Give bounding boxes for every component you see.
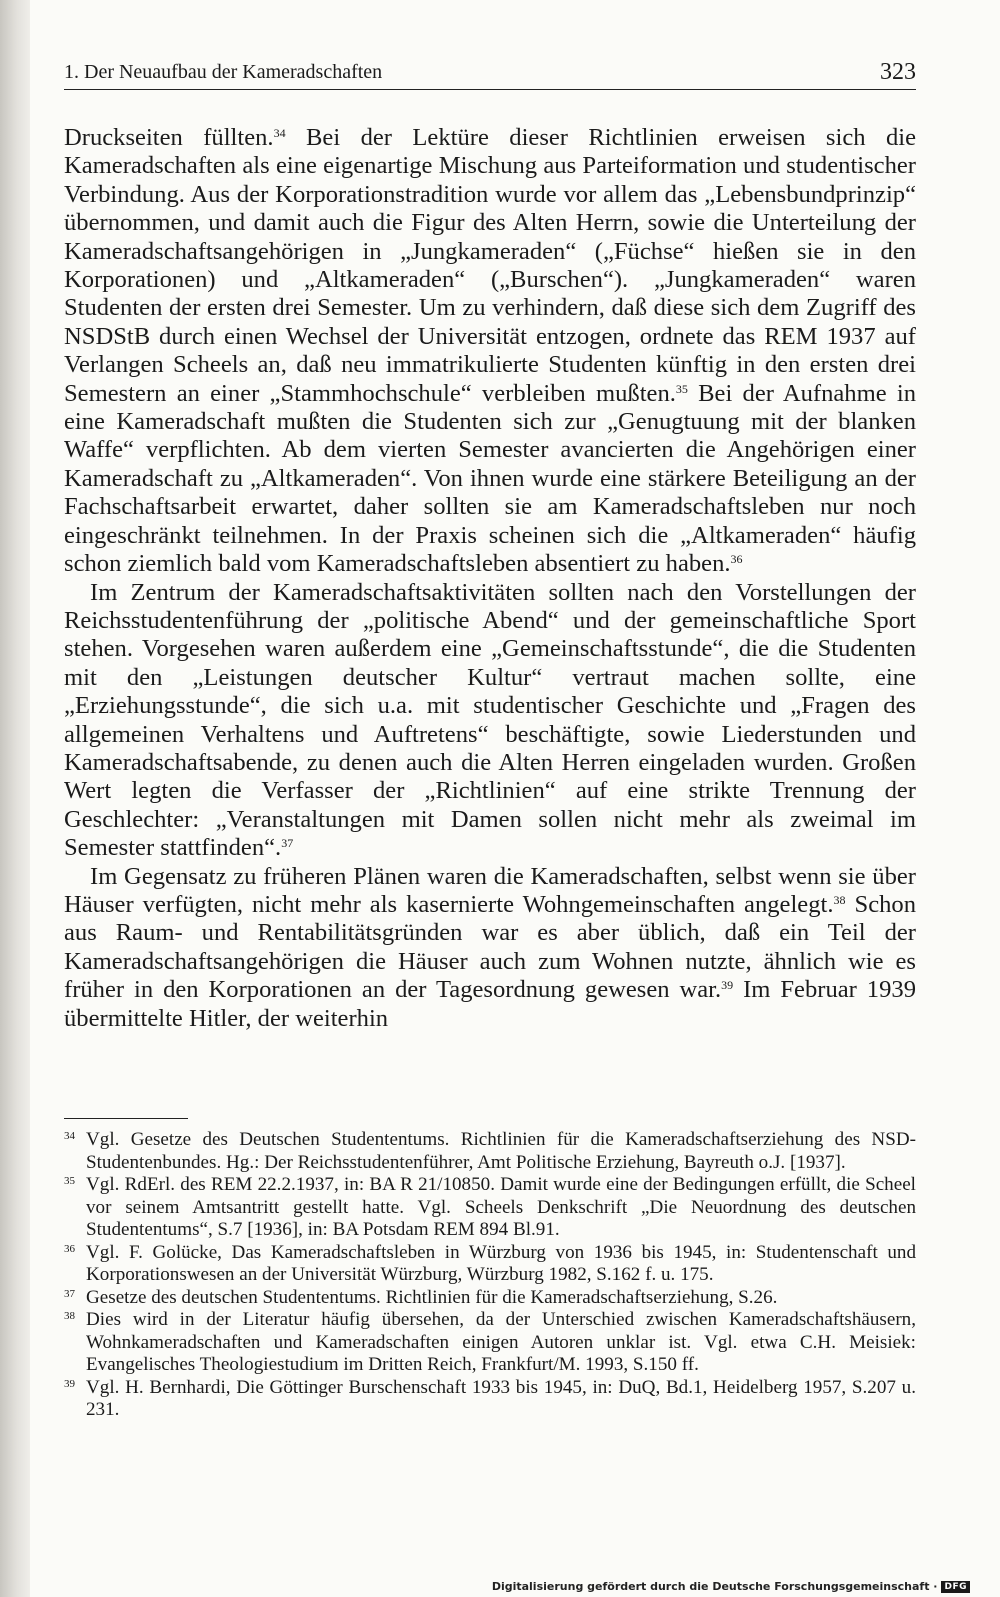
- main-text: [64, 124, 916, 1033]
- text-run: Im Gegensatz zu früheren Plänen waren die Kameradschaften, selbst wenn sie über Häuser verfügten, nicht mehr als kasernierte Wohngemeinschaften angelegt.: [64, 862, 916, 918]
- footnote-text: Vgl. Gesetze des Deutschen Studententums. Richtlinien für die Kameradschaftserziehung des NSD-Studentenbundes. Hg.: Der Reichsstudentenführer, Amt Politische Erziehung, Bayreuth o.J. [1937].: [86, 1129, 916, 1173]
- footnote-number: 35: [64, 1175, 75, 1187]
- book-page: [30, 0, 1000, 1597]
- body-paragraph: [64, 863, 916, 1033]
- text-run: Bei der Aufnahme in eine Kameradschaft mußten die Studenten sich zur „Genugtuung mit der blanken Waffe“ verpflichten. Ab dem vierten Semester avancierten die Angehörigen einer Kameradschaft zu „Altkameraden“. Von ihnen wurde eine stärkere Beteiligung an der Fachschaftsarbeit erwartet, daher sollten sie am Kameradschaftsleben nur noch eingeschränkt teilnehmen. In der Praxis scheinen sich die „Altkameraden“ häufig schon ziemlich bald vom Kameradschaftsleben absentiert zu haben.: [64, 379, 916, 578]
- footnote-text: Dies wird in der Literatur häufig übersehen, da der Unterschied zwischen Kameradschaftshäusern, Wohnkameradschaften und Kameradschaften einigen Autoren unklar ist. Vgl. etwa C.H. Meisiek: Evangelisches Theologiestudium im Dritten Reich, Frankfurt/M. 1993, S.150 ff.: [86, 1309, 916, 1375]
- footnote-number: 34: [64, 1130, 75, 1142]
- footnote: [64, 1129, 916, 1174]
- footnote-number: 38: [64, 1310, 75, 1322]
- footnote: [64, 1377, 916, 1422]
- text-run: Im Zentrum der Kameradschaftsaktivitäten sollten nach den Vorstellungen der Reichsstudentenführung der „politische Abend“ und der gemeinschaftliche Sport stehen. Vorgesehen waren außerdem eine „Gemeinschaftsstunde“, die die Studenten mit den „Leistungen deutscher Kultur“ vertraut machen sollte, eine „Erziehungsstunde“, die sich u.a. mit studentischer Geschichte und „Fragen des allgemeinen Verhaltens und Auftretens“ beschäftigte, sowie Liederstunden und Kameradschaftsabende, zu denen auch die Alten Herren eingeladen wurden. Großen Wert legten die Verfasser der „Richtlinien“ auf eine strikte Trennung der Geschlechter: „Veranstaltungen mit Damen sollen nicht mehr als zweimal im Semester stattfinden“.: [64, 578, 916, 862]
- footnote-separator: [64, 1118, 188, 1119]
- page-gutter-shadow: [0, 0, 34, 1597]
- chapter-title: 1. Der Neuaufbau der Kameradschaften: [64, 61, 383, 83]
- footnote: [64, 1287, 916, 1310]
- footnote-text: Vgl. RdErl. des REM 22.2.1937, in: BA R 21/10850. Damit wurde eine der Bedingungen erfüllt, die Scheel vor seinem Amtsantritt gestellt hatte. Vgl. Scheels Denkschrift „Die Neuordnung des deutschen Studententums“, S.7 [1936], in: BA Potsdam REM 894 Bl.91.: [86, 1174, 916, 1240]
- footnote-text: Vgl. F. Golücke, Das Kameradschaftsleben in Würzburg von 1936 bis 1945, in: Studentenschaft und Korporationswesen an der Universität Würzburg, Würzburg 1982, S.162 f. u. 175.: [86, 1241, 916, 1285]
- body-paragraph: [64, 124, 916, 579]
- footnote: [64, 1309, 916, 1377]
- text-run: Schon aus Raum- und Rentabilitätsgründen war es aber üblich, daß ein Teil der Kameradschaftsangehörigen die Häuser auch zum Wohnen nutzte, ähnlich wie es früher in den Korporationen an der Tagesordnung gewesen war.: [64, 890, 916, 1004]
- footnote-reference: 37: [281, 836, 294, 851]
- page-number: 323: [880, 59, 916, 85]
- body-paragraph: [64, 579, 916, 863]
- footnote-reference: 35: [675, 381, 688, 396]
- digitization-credit: [492, 1580, 970, 1593]
- text-run: Im Februar 1939 übermittelte Hitler, der weiterhin: [64, 976, 916, 1032]
- footnote-reference: 34: [273, 126, 286, 140]
- footnote-reference: 38: [833, 892, 846, 907]
- header-rule: [64, 89, 916, 90]
- footnote-reference: 39: [721, 978, 734, 993]
- footnote-number: 36: [64, 1242, 75, 1255]
- running-header: [64, 56, 916, 90]
- dfg-logo: DFG: [941, 1581, 970, 1593]
- footnote: [64, 1242, 916, 1287]
- footnote-reference: 36: [730, 552, 743, 567]
- text-run: Druckseiten füllten.: [64, 124, 274, 151]
- credit-text: Digitalisierung gefördert durch die Deutsche Forschungsgemeinschaft ·: [491, 1580, 938, 1593]
- footnote-text: Gesetze des deutschen Studententums. Richtlinien für die Kameradschaftserziehung, S.26.: [86, 1286, 778, 1308]
- footnotes: [64, 1129, 916, 1422]
- footnote-number: 39: [64, 1377, 75, 1390]
- text-run: Bei der Lektüre dieser Richtlinien erweisen sich die Kameradschaften als eine eigenartige Mischung aus Parteiformation und studentischer Verbindung. Aus der Korporationstradition wurde vor allem das „Lebensbundprinzip“ übernommen, und damit auch die Figur des Alten Herrn, sowie die Unterteilung der Kameradschaftsangehörigen in „Jungkameraden“ („Füchse“ hießen sie in den Korporationen) und „Altkameraden“ („Burschen“). „Jungkameraden“ waren Studenten der ersten drei Semester. Um zu verhindern, daß diese sich dem Zugriff des NSDStB durch einen Wechsel der Universität entzogen, ordnete das REM 1937 auf Verlangen Scheels an, daß neu immatrikulierte Studenten künftig in den ersten drei Semestern an einer „Stammhochschule“ verbleiben mußten.: [64, 124, 916, 407]
- footnote-text: Vgl. H. Bernhardi, Die Göttinger Burschenschaft 1933 bis 1945, in: DuQ, Bd.1, Heidelberg 1957, S.207 u. 231.: [86, 1376, 916, 1420]
- footnote-number: 37: [64, 1287, 75, 1300]
- footnote: [64, 1174, 916, 1242]
